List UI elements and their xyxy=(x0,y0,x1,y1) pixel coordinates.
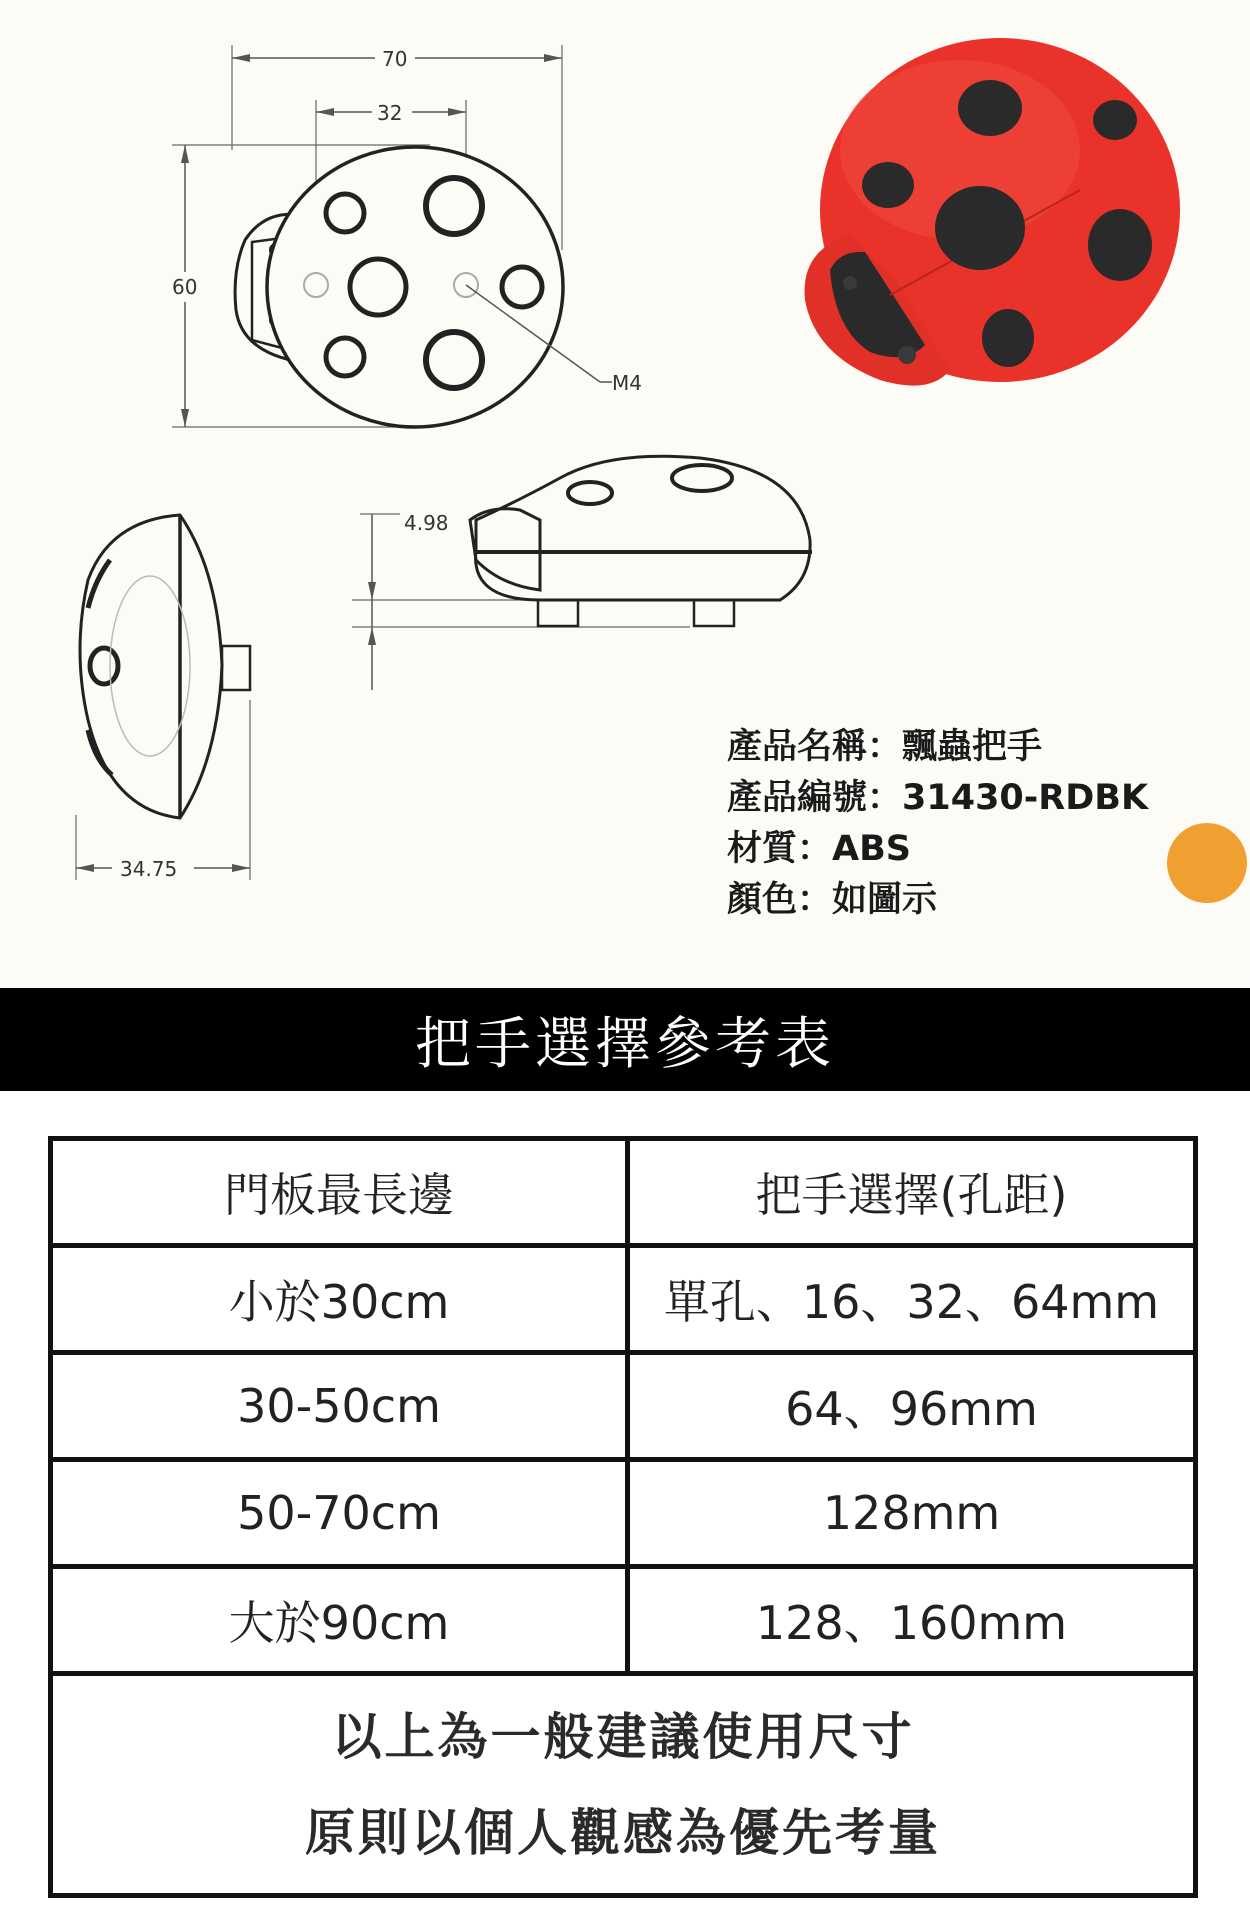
row-handle-choice: 128mm xyxy=(822,1486,1001,1540)
row-handle-choice: 單孔、16、32、64mm xyxy=(663,1275,1160,1329)
product-info xyxy=(727,722,1148,926)
material-label: 材質： xyxy=(727,829,833,869)
header-handle-choice: 把手選擇(孔距) xyxy=(755,1168,1068,1222)
section-banner xyxy=(0,988,1250,1091)
row-handle-choice: 128、160mm xyxy=(755,1596,1068,1650)
row-handle-choice: 64、96mm xyxy=(785,1382,1038,1436)
table-header-row xyxy=(53,1141,1193,1248)
header-door-length: 門板最長邊 xyxy=(224,1168,454,1222)
table-row xyxy=(53,1462,1193,1569)
product-name-value: 飄蟲把手 xyxy=(902,727,1043,767)
product-name-row xyxy=(727,722,1148,773)
row-door-length: 大於90cm xyxy=(228,1596,450,1650)
row-door-length: 30-50cm xyxy=(237,1379,441,1433)
dim-3475-label: 34.75 xyxy=(120,857,178,881)
product-code-label: 產品編號： xyxy=(727,778,903,818)
material-value: ABS xyxy=(832,829,911,869)
banner-title: 把手選擇參考表 xyxy=(415,1011,835,1077)
note-line-1: 以上為一般建議使用尺寸 xyxy=(331,1707,915,1766)
product-code-row xyxy=(727,773,1148,824)
table-row xyxy=(53,1355,1193,1462)
side-view-drawing xyxy=(352,456,812,690)
dim-m4-label: M4 xyxy=(612,371,642,395)
dim-32-label: 32 xyxy=(377,101,403,125)
ladybug-product-image xyxy=(805,38,1180,386)
row-door-length: 50-70cm xyxy=(237,1486,441,1540)
product-code-value: 31430-RDBK xyxy=(902,778,1149,818)
material-row xyxy=(727,824,1148,875)
table-note xyxy=(53,1676,1193,1893)
dim-60-label: 60 xyxy=(172,275,198,299)
color-value: 如圖示 xyxy=(832,880,938,920)
front-view-drawing xyxy=(76,515,250,880)
table-row xyxy=(53,1569,1193,1676)
color-label: 顏色： xyxy=(727,880,833,920)
orange-dot-decoration xyxy=(1167,823,1247,903)
dim-498-label: 4.98 xyxy=(404,511,449,535)
dim-70-label: 70 xyxy=(382,47,408,71)
handle-selection-table xyxy=(48,1136,1198,1898)
color-row xyxy=(727,875,1148,926)
note-line-2: 原則以個人觀感為優先考量 xyxy=(305,1803,941,1862)
product-name-label: 產品名稱： xyxy=(727,727,903,767)
row-door-length: 小於30cm xyxy=(228,1275,450,1329)
table-row xyxy=(53,1248,1193,1355)
